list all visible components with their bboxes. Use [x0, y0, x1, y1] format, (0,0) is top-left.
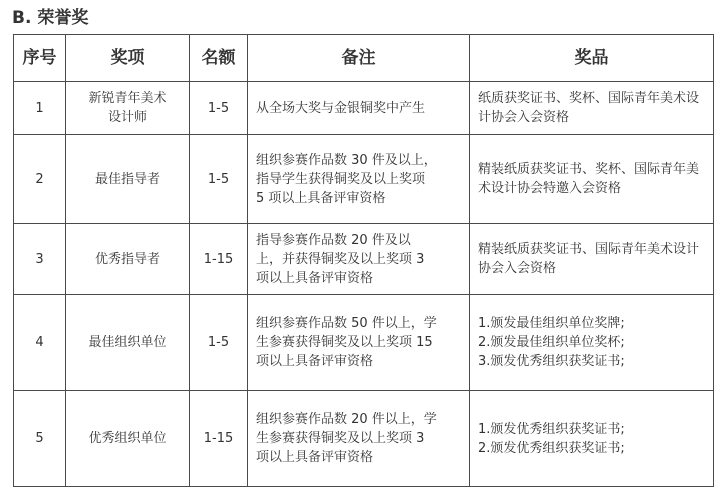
cell-no: 1 — [14, 82, 66, 135]
cell-quota: 1-15 — [190, 391, 248, 487]
cell-award-line: 优秀组织单位 — [88, 431, 167, 446]
cell-note — [248, 295, 470, 391]
cell-note-line: 生参赛获得铜奖及以上奖项 3 — [256, 431, 425, 446]
cell-award — [66, 82, 190, 135]
cell-note — [248, 224, 470, 295]
header-award: 奖项 — [66, 35, 190, 82]
cell-no: 3 — [14, 224, 66, 295]
cell-quota: 1-5 — [190, 135, 248, 224]
cell-quota: 1-5 — [190, 295, 248, 391]
cell-award — [66, 295, 190, 391]
cell-award-line: 优秀指导者 — [94, 251, 160, 267]
cell-note-line: 组织参赛作品数 30 件及以上， — [256, 152, 437, 168]
cell-no: 2 — [14, 135, 66, 224]
header-quota: 名额 — [190, 35, 248, 82]
cell-award — [66, 224, 190, 295]
cell-no: 5 — [14, 391, 66, 487]
section-title: B. 荣誉奖 — [12, 8, 89, 28]
cell-note-line: 从全场大奖与金银铜奖中产生 — [256, 100, 426, 116]
table-header-row — [14, 35, 714, 82]
cell-prize-line: 1.颁发最佳组织单位奖牌; — [478, 316, 625, 331]
header-no: 序号 — [14, 35, 66, 82]
cell-no: 4 — [14, 295, 66, 391]
table-row — [14, 224, 714, 295]
cell-award — [66, 391, 190, 487]
cell-note-line: 组织参赛作品数 20 件以上，学 — [256, 412, 437, 427]
cell-note-line: 指导学生获得铜奖及以上奖项 — [256, 171, 426, 187]
honor-awards-table — [13, 34, 714, 487]
table-row — [14, 135, 714, 224]
cell-prize-line: 纸质获奖证书、奖杯、国际青年美术设 — [478, 91, 700, 106]
cell-quota: 1-5 — [190, 82, 248, 135]
cell-note-line: 组织参赛作品数 50 件以上，学 — [256, 316, 437, 331]
cell-note-line: 项以上具备评审资格 — [256, 450, 374, 465]
cell-award-line: 最佳指导者 — [94, 171, 160, 187]
cell-note-line: 5 项以上具备评审资格 — [256, 190, 386, 206]
header-prize: 奖品 — [470, 35, 714, 82]
cell-note-line: 上，并获得铜奖及以上奖项 3 — [256, 251, 425, 267]
cell-prize-line: 2.颁发最佳组织单位奖杯; — [478, 335, 625, 350]
cell-prize-line: 协会入会资格 — [478, 261, 557, 276]
cell-prize — [470, 391, 714, 487]
header-note: 备注 — [248, 35, 470, 82]
cell-note — [248, 82, 470, 135]
cell-prize-line: 精装纸质获奖证书、奖杯、国际青年美 — [478, 162, 700, 177]
cell-quota: 1-15 — [190, 224, 248, 295]
cell-prize-line: 术设计协会特邀入会资格 — [478, 181, 622, 196]
cell-prize-line: 3.颁发优秀组织获奖证书; — [478, 354, 625, 369]
table-row — [14, 391, 714, 487]
cell-prize-line: 2.颁发优秀组织获奖证书; — [478, 440, 625, 456]
cell-prize-line: 1.颁发优秀组织获奖证书; — [478, 421, 625, 437]
cell-award-line: 最佳组织单位 — [88, 335, 167, 350]
cell-note-line: 项以上具备评审资格 — [256, 354, 374, 369]
cell-prize-line: 精装纸质获奖证书、国际青年美术设计 — [478, 242, 700, 257]
cell-note-line: 指导参赛作品数 20 件及以 — [256, 232, 411, 248]
cell-award-line: 设计师 — [107, 110, 147, 125]
table-row — [14, 82, 714, 135]
cell-prize — [470, 82, 714, 135]
cell-prize-line: 计协会入会资格 — [478, 110, 570, 125]
cell-note — [248, 391, 470, 487]
cell-note-line: 生参赛获得铜奖及以上奖项 15 — [256, 335, 433, 350]
cell-prize — [470, 135, 714, 224]
cell-award-line: 新锐青年美术 — [88, 91, 167, 106]
cell-award — [66, 135, 190, 224]
table-row — [14, 295, 714, 391]
cell-prize — [470, 224, 714, 295]
cell-note-line: 项以上具备评审资格 — [256, 270, 374, 286]
cell-prize — [470, 295, 714, 391]
cell-note — [248, 135, 470, 224]
